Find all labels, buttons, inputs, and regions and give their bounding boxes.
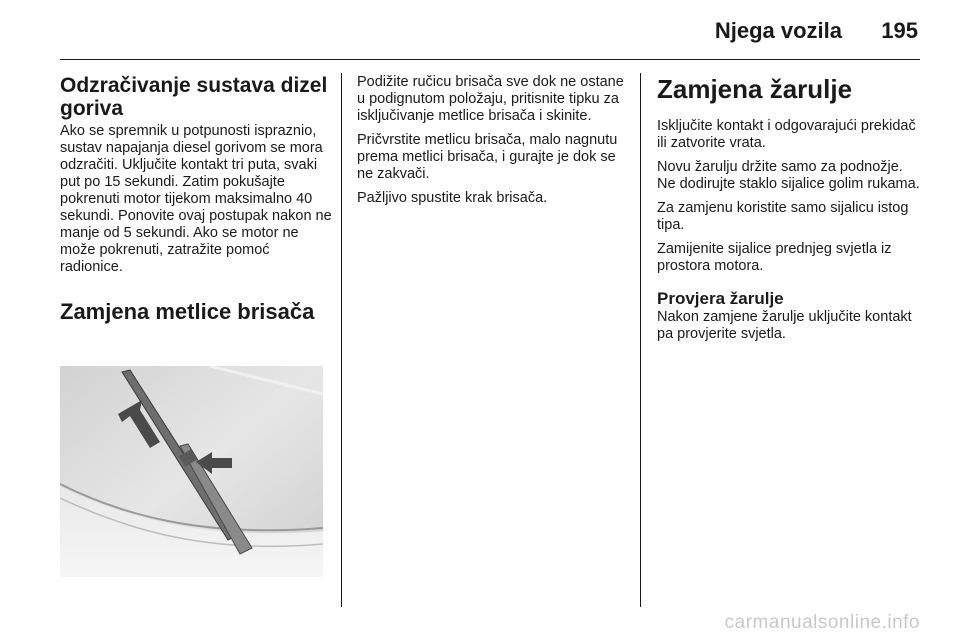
subheading-bulb-check: Provjera žarulje xyxy=(657,289,784,308)
headlamp-bulb-paragraph: Zamijenite sijalice prednjeg svjetla iz prostora motora. xyxy=(657,241,892,274)
bulb-check-paragraph: Nakon zamjene žarulje uključite kontakt pa provjerite svjetla. xyxy=(657,309,912,342)
column-divider-1 xyxy=(341,73,342,607)
bulb-ignition-paragraph: Isključite kontakt i odgovarajući prekidač ili zatvorite vrata. xyxy=(657,118,916,151)
wiper-attach-paragraph: Pričvrstite metlicu brisača, malo nagnutu prema metlici brisača, i gurajte je dok se ne zakvači. xyxy=(357,132,618,182)
wiper-lower-paragraph: Pažljivo spustite krak brisača. xyxy=(357,190,548,206)
page-number: 195 xyxy=(881,18,918,43)
wiper-lift-paragraph: Podižite ručicu brisača sve dok ne ostane u podignutom položaju, pritisnite tipku za isključivanje metlice brisača i skinite. xyxy=(357,74,624,124)
bulb-handling-paragraph: Novu žarulju držite samo za podnožje. Ne dodirujte staklo sijalice golim rukama. xyxy=(657,159,920,192)
column-3 xyxy=(657,74,925,343)
wiper-illustration-svg xyxy=(60,366,323,577)
section-heading-diesel-bleeding: Odzračivanje sustava dizel goriva xyxy=(60,74,328,120)
bulb-type-paragraph: Za zamjenu koristite samo sijalicu istog tipa. xyxy=(657,200,909,233)
section-heading-bulb-replacement: Zamjena žarulje xyxy=(657,74,853,104)
section-heading-wiper-blade: Zamjena metlice brisača xyxy=(60,299,315,324)
column-divider-2 xyxy=(640,73,641,607)
wiper-replacement-illustration xyxy=(60,366,323,577)
page-header xyxy=(0,0,960,62)
header-rule xyxy=(60,59,920,60)
diesel-bleeding-paragraph: Ako se spremnik u potpunosti ispraznio, sustav napajanja diesel gorivom se mora odzračiti. Uključite kontakt tri puta, svaki put po 15 sekundi. Zatim pokušajte pokrenuti motor tijekom maksimalno 40 sekundi. Ponovite ovaj postupak nakon ne manje od 5 sekundi. Ako se motor ne može pokrenuti, zatražite pomoć radionice. xyxy=(60,123,332,275)
column-1 xyxy=(60,74,332,323)
column-2 xyxy=(357,74,627,207)
site-watermark: carmanualsonline.info xyxy=(724,612,920,633)
chapter-title: Njega vozila xyxy=(714,18,842,43)
